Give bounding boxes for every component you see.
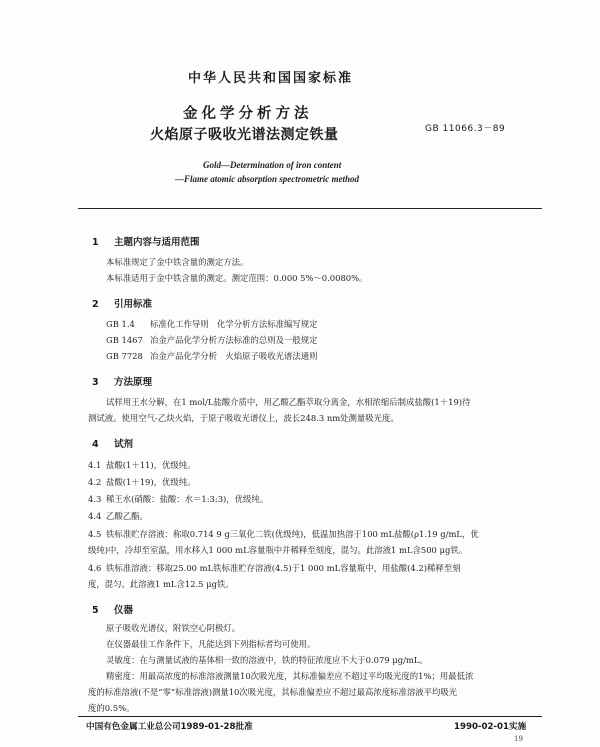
section-1-heading: [92, 234, 200, 248]
section-4-heading: [92, 436, 133, 450]
approval-info: 中国有色金属工业总公司1989-01-28批准: [86, 722, 253, 732]
section-3-heading: [92, 374, 152, 388]
reagent-item: [88, 510, 148, 522]
reference-title: 标准化工作导则 化学分析方法标准编写规定: [150, 319, 318, 329]
section-5-paragraph-2: 在仪器最佳工作条件下，凡能达到下列指标者均可使用。: [106, 639, 316, 649]
reagent-text: 铁标准贮存溶液：称取0.714 9 g三氧化二铁(优级纯)，低温加热溶于100 mL盐酸(ρ1.19 g/mL，优: [106, 529, 479, 539]
title-line-1: 金化学分析方法: [183, 106, 313, 122]
title-line-2: 火焰原子吸收光谱法测定铁量: [150, 127, 339, 143]
reference-title: 冶金产品化学分析 火焰原子吸收光谱法通则: [150, 351, 318, 361]
reagent-item-4-6-line-2: 度，混匀。此溶液1 mL含12.5 μg铁。: [88, 579, 234, 589]
reagent-item-4-5-line-1: [88, 528, 479, 540]
reagent-number: 4.2: [88, 477, 102, 487]
footer-divider: [78, 716, 542, 717]
section-1-paragraph-2: 本标准适用于金中铁含量的测定。测定范围：0.000 5%～0.0080%。: [106, 273, 368, 283]
reagent-item: [88, 459, 196, 471]
section-1-paragraph-1: 本标准规定了金中铁含量的测定方法。: [106, 257, 249, 267]
reference-item: [106, 350, 318, 362]
reagent-text: 稀王水(硝酸：盐酸：水＝1:3:3)，优级纯。: [106, 494, 269, 504]
section-1-title: 主题内容与适用范围: [114, 237, 200, 248]
section-5-precision-line-1: 精密度：用最高浓度的标准溶液测量10次吸光度，其标准偏差应不超过平均吸光度的1%；用最低浓: [106, 671, 474, 681]
reagent-text: 铁标准溶液：移取25.00 mL铁标准贮存溶液(4.5)于1 000 mL容量瓶中，用盐酸(4.2)稀释至刻: [106, 563, 461, 573]
section-5-precision-line-3: 度的0.5%。: [88, 703, 135, 713]
section-3-line-2: 测试液。使用空气-乙炔火焰，于原子吸收光谱仪上，波长248.3 nm处测量吸光度。: [88, 413, 399, 423]
reagent-item-4-6-line-1: [88, 562, 461, 574]
reference-id: GB 1467: [106, 335, 143, 345]
reagent-item: [88, 476, 196, 488]
section-1-number: 1: [92, 237, 99, 248]
section-5-number: 5: [92, 605, 99, 616]
section-3-number: 3: [92, 377, 99, 388]
section-2-title: 引用标准: [114, 299, 153, 310]
header-divider: [78, 208, 542, 209]
national-standard-heading: 中华人民共和国国家标准: [188, 71, 354, 86]
section-4-number: 4: [92, 439, 99, 450]
section-4-title: 试剂: [114, 439, 134, 450]
section-5-sensitivity: 灵敏度：在与测量试液的基体相一致的溶液中，铁的特征浓度应不大于0.079 μg/mL。: [106, 655, 428, 665]
reagent-text: 乙酸乙酯。: [106, 511, 148, 521]
section-5-precision-line-2: 度的标准溶液(不是“零”标准溶液)测量10次吸光度，其标准偏差应不超过最高浓度标准溶液平均吸光: [88, 687, 458, 697]
reagent-number: 4.4: [88, 511, 102, 521]
reagent-number: 4.1: [88, 460, 102, 470]
section-2-number: 2: [92, 299, 99, 310]
reagent-text: 盐酸(1＋19)，优级纯。: [106, 477, 196, 487]
reference-item: [106, 318, 318, 330]
section-3-title: 方法原理: [114, 377, 153, 388]
reagent-item-4-5-line-2: 级纯)中，冷却至室温，用水移入1 000 mL容量瓶中并稀释至刻度，混匀。此溶液1 mL含500 μg铁。: [88, 545, 468, 555]
reference-id: GB 7728: [106, 351, 143, 361]
section-2-heading: [92, 296, 152, 310]
page-number: 19: [514, 735, 523, 743]
reference-id: GB 1.4: [106, 319, 135, 329]
effective-date: 1990-02-01实施: [454, 722, 527, 732]
reagent-number: 4.5: [88, 529, 102, 539]
standard-code: GB 11066.3－89: [425, 124, 506, 134]
english-title-line-2: —Flame atomic absorption spectrometric method: [175, 174, 359, 184]
reagent-number: 4.3: [88, 494, 102, 504]
reagent-text: 盐酸(1＋11)，优级纯。: [106, 460, 196, 470]
section-5-paragraph-1: 原子吸收光谱仪，附铁空心阴极灯。: [106, 623, 240, 633]
reagent-item: [88, 493, 268, 505]
reagent-number: 4.6: [88, 563, 102, 573]
section-5-title: 仪器: [114, 605, 134, 616]
english-title-line-1: Gold—Determination of iron content: [203, 160, 342, 170]
reference-title: 冶金产品化学分析方法标准的总则及一般规定: [150, 335, 318, 345]
reference-item: [106, 334, 318, 346]
section-3-line-1: 试样用王水分解，在1 mol/L盐酸介质中，用乙酸乙酯萃取分离金，水相浓缩后制成盐酸(1＋19)待: [106, 397, 471, 407]
section-5-heading: [92, 602, 133, 616]
